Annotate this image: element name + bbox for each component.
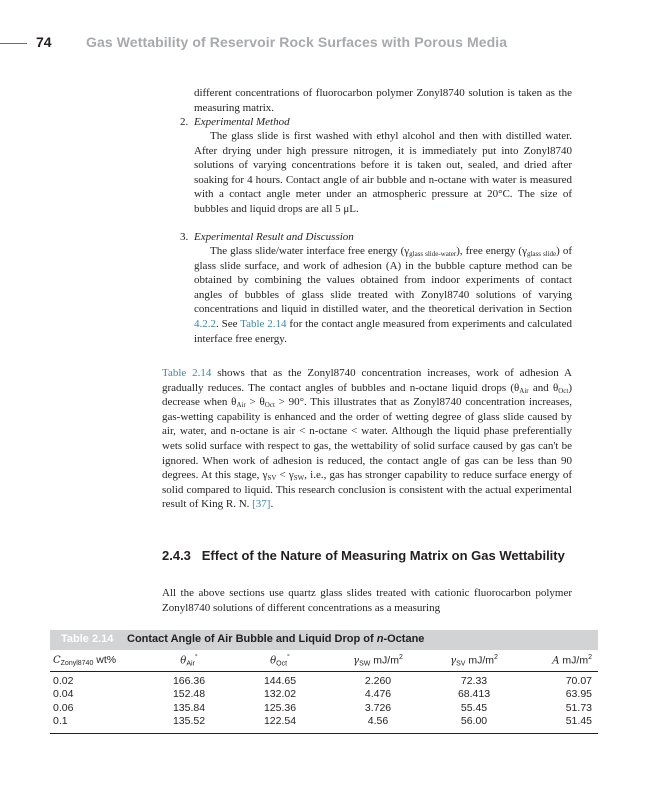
header-gamma-sv: $\gamma_{SV}$ $mJ/m^2$	[428, 651, 520, 671]
discussion-paragraph: Table 2.14 shows that as the Zonyl8740 concentration increases, work of adhesion A gradually reduces. The contact angles of bubbles and n-octane liquid drops ($\theta_{Air}$ and $\theta_{Oct}$) decrease when $\theta_{Air} > \theta_{Oct} > 90^\circ$. This illustrates that as Zonyl8740 concentration increases, gas-wetting capability is enhanced and the order of wetting degree of glass slide caused by air, water, and n-octane is air < n-octane < water. Although the liquid phase preferentially wets solid surface with respect to gas, the wettability of solid surface caused by gas can't be ignored. When work of adhesion is reduced, the contact angle of gas can be less than 90 degrees. At this stage, $\gamma_{SV} < \gamma_{SW}$, i.e., gas has stronger capability to reduce surface energy of solid compared to liquid. This research conclusion is consistent with the actual experimental result of King R. N. [37].	[162, 367, 573, 511]
section-link[interactable]: 4.2.2	[194, 317, 216, 330]
item-2-title: Experimental Method	[194, 116, 290, 128]
table-row: 0.04 152.48 132.02 4.476 68.413 63.95	[53, 688, 592, 700]
item-2-body: The glass slide is first washed with ethyl alcohol and then with distilled water. After drying under high pressure nitrogen, it is immediately put into Zonyl8740 solutions of varying concentrations before it is taken out, sealed, and dried after soaking for 4 hours. Contact angle of air bubble and n-octane with water is measured with a contact angle meter under an atmospheric pressure at 20°C. The size of bubbles and liquid drops are all 5 μL.	[194, 130, 572, 215]
section-body: All the above sections use quartz glass slides treated with cationic fluorocarbon polymer Zonyl8740 solutions of different concentrations as a measuring	[162, 587, 572, 614]
table-link[interactable]: Table 2.14	[240, 317, 287, 330]
page-number: 74	[36, 34, 52, 50]
item-3-heading	[180, 230, 354, 245]
header-rule	[0, 43, 27, 44]
table-title: Contact Angle of Air Bubble and Liquid Drop of n-Octane	[127, 633, 425, 645]
header-theta-air: $\theta_{Air}^\circ$	[146, 651, 232, 671]
item-3-number: 3.	[180, 231, 189, 243]
intro-paragraph: different concentrations of fluorocarbon polymer Zonyl8740 solution is taken as the measuring matrix.	[194, 87, 572, 114]
section-number: 2.4.3	[162, 548, 191, 563]
table-bottom-rule	[50, 729, 598, 734]
item-3-title: Experimental Result and Discussion	[194, 231, 354, 243]
header-theta-oct: $\theta_{Oct}^\circ$	[232, 651, 328, 671]
table-row: 0.02 166.36 144.65 2.260 72.33 70.07	[53, 674, 592, 687]
table-link-2[interactable]: Table 2.14	[162, 367, 212, 379]
contact-angle-table	[50, 651, 598, 734]
reference-link[interactable]: [37]	[252, 498, 271, 511]
table-header-row	[50, 651, 598, 671]
table-label: Table 2.14	[61, 633, 114, 645]
header-gamma-sw: $\gamma_{SW}$ $mJ/m^2$	[328, 651, 428, 671]
table-row: 0.06 135.84 125.36 3.726 55.45 51.73	[53, 701, 592, 714]
section-heading	[162, 548, 582, 565]
table-row: 0.1 135.52 122.54 4.56 56.00 51.45	[53, 715, 592, 727]
header-concentration: $C_{Zonyl8740}$ wt%	[50, 651, 146, 671]
item-2-heading	[180, 115, 290, 130]
item-3-body: The glass slide/water interface free energy $(\gamma_{glass slide-water})$, free energy $(\gamma_{glass slide})$ of glass slide surface, and work of adhesion (A) in the bubble capture method can be obtained by combining the values obtained from indoor experiments of contact angles of bubbles of glass slide treated with Zonyl8740 solutions of varying concentrations and liquid in distilled water, and the theoretical derivation in Section 4.2.2. See Table 2.14 for the contact angle measured from experiments and calculated interface free energy.	[194, 245, 572, 345]
section-title: Effect of the Nature of Measuring Matrix on Gas Wettability	[201, 548, 565, 563]
running-title: Gas Wettability of Reservoir Rock Surfaces with Porous Media	[86, 34, 508, 50]
header-work-of-adhesion: A $mJ/m^2$	[520, 651, 598, 671]
item-2-number: 2.	[180, 116, 189, 128]
